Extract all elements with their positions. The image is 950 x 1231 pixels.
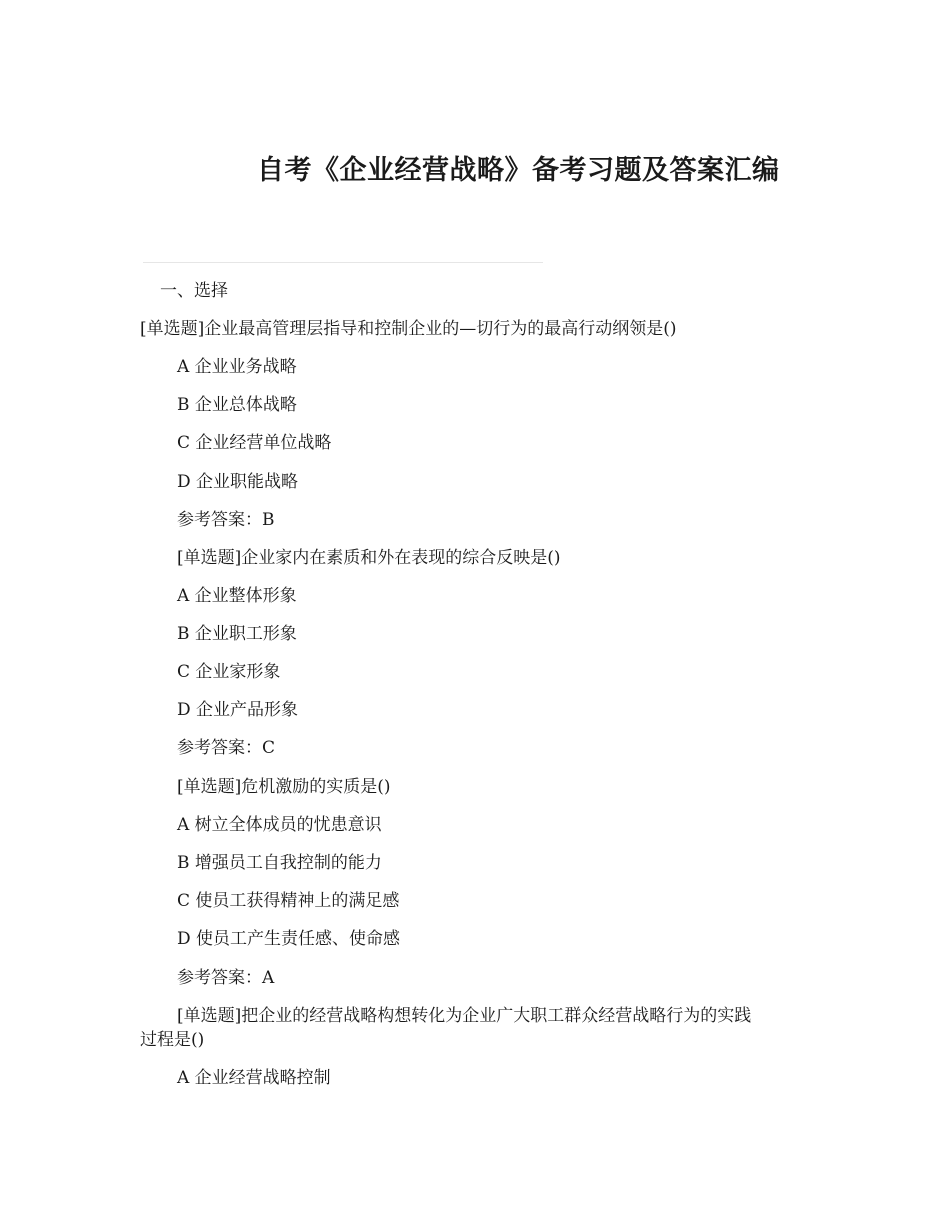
question-2-option-d: D 企业产品形象 [177, 700, 299, 720]
question-4-option-a: A 企业经营战略控制 [177, 1068, 331, 1088]
question-1-option-c: C 企业经营单位战略 [177, 433, 332, 453]
question-3-option-b: B 增强员工自我控制的能力 [177, 853, 382, 873]
question-2-option-a: A 企业整体形象 [177, 586, 297, 606]
question-2-answer: 参考答案：C [177, 738, 276, 758]
question-4-stem-line-1: [单选题]把企业的经营战略构想转化为企业广大职工群众经营战略行为的实践 [177, 1006, 752, 1026]
question-3-option-d: D 使员工产生责任感、使命感 [177, 929, 401, 949]
question-3-answer: 参考答案：A [177, 968, 275, 988]
document-title: 自考《企业经营战略》备考习题及答案汇编 [257, 155, 780, 186]
question-1-option-d: D 企业职能战略 [177, 472, 299, 492]
question-3-option-c: C 使员工获得精神上的满足感 [177, 891, 400, 911]
question-1-option-b: B 企业总体战略 [177, 395, 297, 415]
question-1-stem: [单选题]企业最高管理层指导和控制企业的—切行为的最高行动纲领是() [140, 319, 677, 339]
section-heading: 一、选择 [160, 281, 228, 301]
question-2-option-c: C 企业家形象 [177, 662, 281, 682]
question-2-stem: [单选题]企业家内在素质和外在表现的综合反映是() [177, 548, 561, 568]
question-1-option-a: A 企业业务战略 [177, 357, 297, 377]
question-4-stem-line-2: 过程是() [140, 1030, 205, 1050]
divider [143, 262, 543, 263]
question-3-option-a: A 树立全体成员的忧患意识 [177, 815, 382, 835]
question-3-stem: [单选题]危机激励的实质是() [177, 777, 391, 797]
question-2-option-b: B 企业职工形象 [177, 624, 297, 644]
question-1-answer: 参考答案：B [177, 510, 275, 530]
